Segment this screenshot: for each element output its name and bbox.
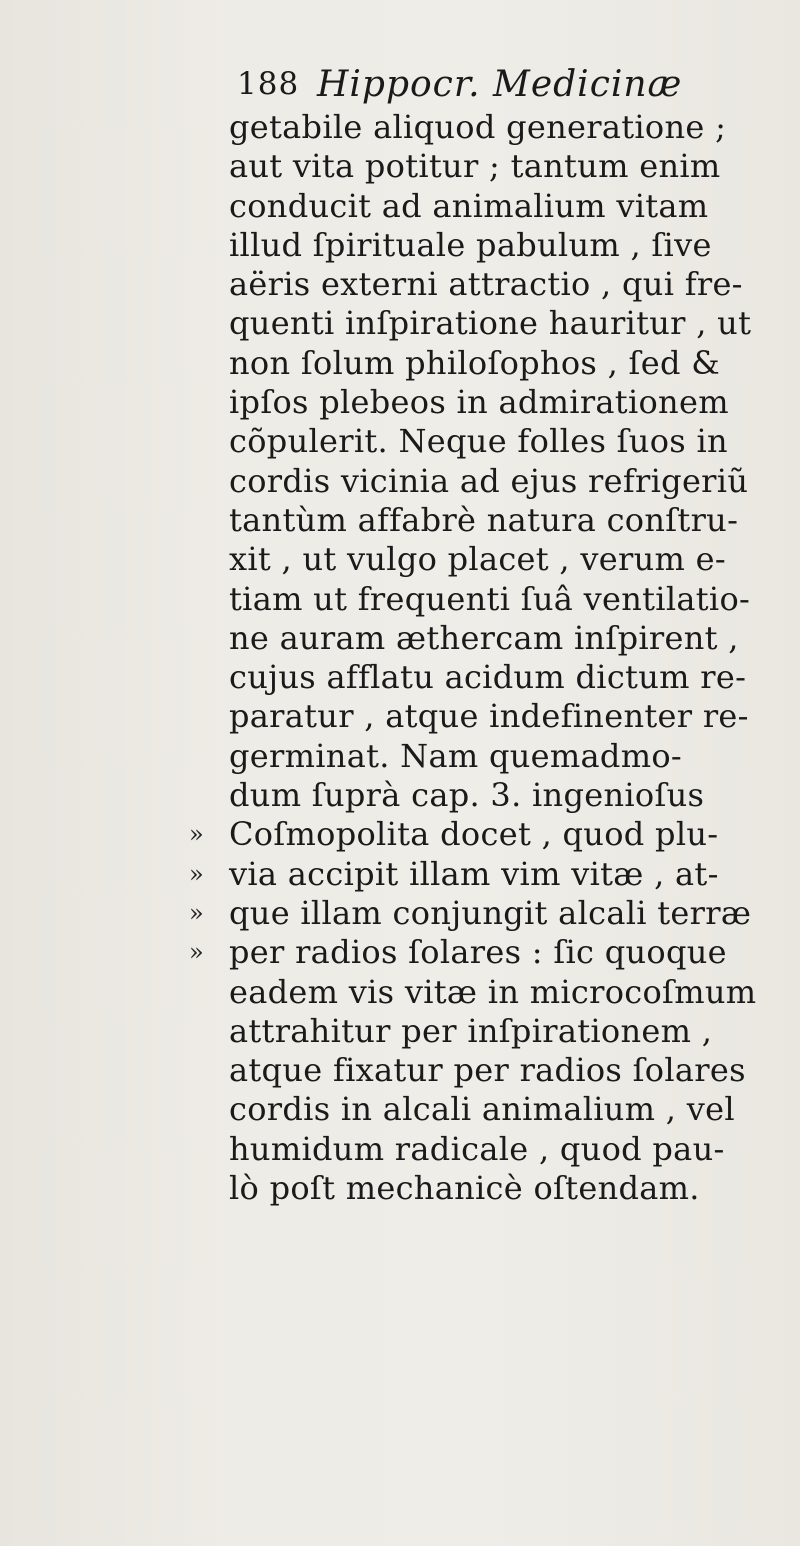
line-text: eadem vis vitæ in microcoſmum bbox=[229, 972, 757, 1011]
page-header bbox=[237, 60, 777, 110]
line-text: paratur , atque indefinenter re- bbox=[229, 697, 749, 736]
body-text bbox=[0, 108, 800, 1208]
line-text: ne auram æthercam inſpirent , bbox=[229, 618, 739, 657]
text-line bbox=[0, 973, 800, 1012]
text-line bbox=[0, 776, 800, 815]
text-line bbox=[0, 265, 800, 304]
text-line bbox=[0, 619, 800, 658]
page-number: 188 bbox=[237, 66, 300, 102]
running-head: Hippocr. Medicinæ bbox=[317, 64, 683, 105]
line-text: que illam conjungit alcali terræ bbox=[229, 893, 752, 932]
line-text: illud ſpirituale pabulum , ſive bbox=[229, 225, 712, 264]
line-text: quenti inſpiratione hauritur , ut bbox=[229, 304, 752, 343]
line-text: dum ſuprà cap. 3. ingenioſus bbox=[229, 776, 705, 815]
text-line bbox=[0, 737, 800, 776]
text-line bbox=[0, 855, 800, 894]
quotation-marker: » bbox=[189, 859, 204, 888]
line-text: aëris externi attractio , qui fre- bbox=[229, 265, 743, 304]
text-line bbox=[0, 1090, 800, 1129]
quotation-marker: » bbox=[189, 938, 204, 967]
line-text: germinat. Nam quemadmo- bbox=[229, 736, 683, 775]
text-line bbox=[0, 1012, 800, 1051]
text-line bbox=[0, 1130, 800, 1169]
text-line bbox=[0, 108, 800, 147]
text-line bbox=[0, 815, 800, 854]
line-text: tantùm affabrè natura conſtru- bbox=[229, 500, 739, 539]
line-text: cordis vicinia ad ejus refrigeriũ bbox=[229, 461, 749, 500]
quotation-marker: » bbox=[189, 898, 204, 927]
line-text: aut vita potitur ; tantum enim bbox=[229, 147, 721, 186]
line-text: per radios ſolares : ſic quoque bbox=[229, 933, 727, 972]
text-line bbox=[0, 187, 800, 226]
text-line bbox=[0, 383, 800, 422]
line-text: Coſmopolita docet , quod plu- bbox=[229, 815, 719, 854]
text-line bbox=[0, 462, 800, 501]
line-text: lò poſt mechanicè oſtendam. bbox=[229, 1169, 700, 1208]
line-text: via accipit illam vim vitæ , at- bbox=[229, 854, 719, 893]
line-text: humidum radicale , quod pau- bbox=[229, 1129, 725, 1168]
text-line bbox=[0, 344, 800, 383]
line-text: tiam ut frequenti ſuâ ventilatio- bbox=[229, 579, 751, 618]
line-text: cordis in alcali animalium , vel bbox=[229, 1090, 735, 1129]
line-text: atque fixatur per radios ſolares bbox=[229, 1051, 746, 1090]
line-text: ipſos plebeos in admirationem bbox=[229, 383, 729, 422]
line-text: conducit ad animalium vitam bbox=[229, 186, 709, 225]
text-line bbox=[0, 540, 800, 579]
text-line bbox=[0, 304, 800, 343]
text-line bbox=[0, 894, 800, 933]
text-line bbox=[0, 1169, 800, 1208]
text-line bbox=[0, 147, 800, 186]
text-line bbox=[0, 501, 800, 540]
text-line bbox=[0, 226, 800, 265]
text-line bbox=[0, 933, 800, 972]
text-line bbox=[0, 1051, 800, 1090]
line-text: attrahitur per inſpirationem , bbox=[229, 1011, 713, 1050]
text-line bbox=[0, 580, 800, 619]
text-line bbox=[0, 422, 800, 461]
line-text: xit , ut vulgo placet , verum e- bbox=[229, 540, 726, 579]
line-text: non ſolum philoſophos , ſed & bbox=[229, 343, 720, 382]
line-text: cõpulerit. Neque folles ſuos in bbox=[229, 422, 728, 461]
line-text: cujus afflatu acidum dictum re- bbox=[229, 658, 747, 697]
quotation-marker: » bbox=[189, 820, 204, 849]
text-line bbox=[0, 697, 800, 736]
line-text: getabile aliquod generatione ; bbox=[229, 108, 727, 146]
text-line bbox=[0, 658, 800, 697]
